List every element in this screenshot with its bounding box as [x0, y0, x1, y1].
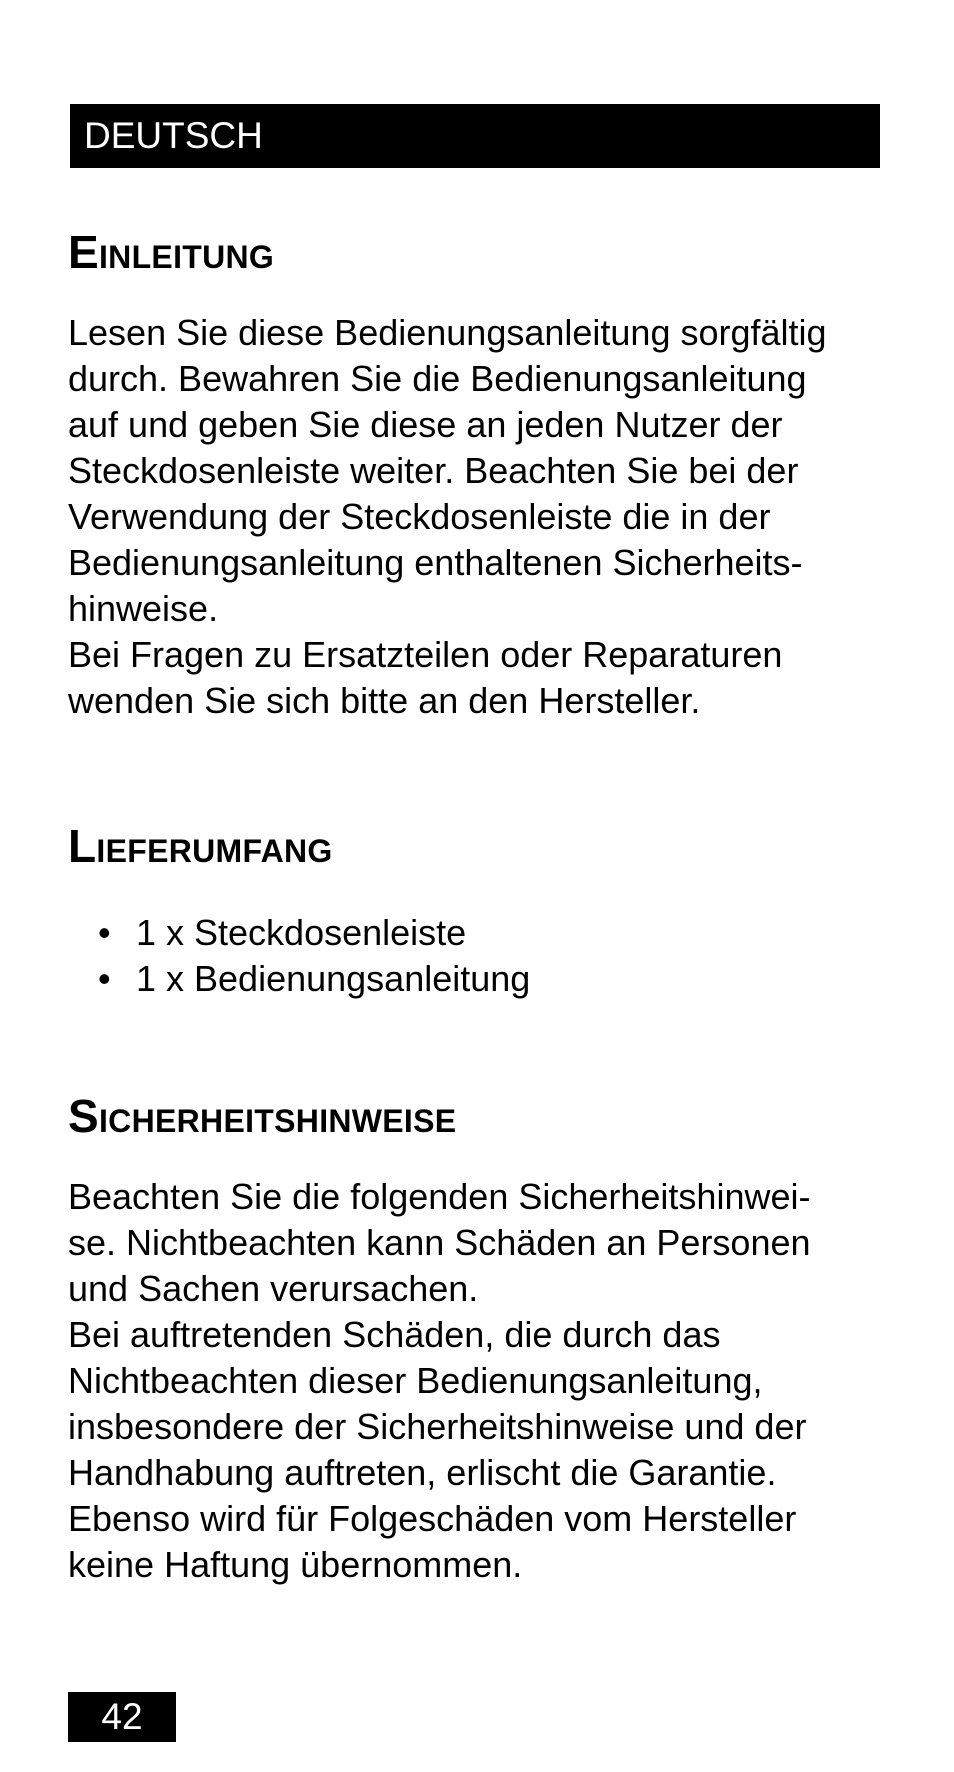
text-line: auf und geben Sie diese an jeden Nutzer der — [68, 404, 783, 445]
text-line: Bei auftretenden Schäden, die durch das — [68, 1314, 721, 1355]
bullet-icon: • — [98, 912, 111, 953]
intro-paragraph-2 — [68, 632, 898, 724]
language-label: DEUTSCH — [84, 115, 263, 156]
heading-einleitung: Einleitung — [68, 226, 275, 278]
list-item-text: 1 x Steckdosenleiste — [136, 912, 467, 953]
heading-lieferumfang: Lieferumfang — [68, 820, 333, 872]
text-line: Steckdosenleiste weiter. Beachten Sie bei der — [68, 450, 799, 491]
language-header-bar — [70, 104, 880, 168]
text-line: Lesen Sie diese Bedienungsanleitung sorgfältig — [68, 312, 827, 353]
list-item — [98, 956, 530, 1002]
text-line: Bedienungsanleitung enthaltenen Sicherheits- — [68, 542, 803, 583]
list-item — [98, 910, 530, 956]
safety-text — [68, 1174, 898, 1588]
text-line: keine Haftung übernommen. — [68, 1544, 523, 1585]
text-line: insbesondere der Sicherheitshinweise und der — [68, 1406, 807, 1447]
heading-sicherheitshinweise: Sicherheitshinweise — [68, 1090, 457, 1142]
text-line: wenden Sie sich bitte an den Hersteller. — [68, 680, 701, 721]
text-line: Ebenso wird für Folgeschäden vom Hersteller — [68, 1498, 797, 1539]
text-line: Nichtbeachten dieser Bedienungsanleitung, — [68, 1360, 763, 1401]
text-line: Verwendung der Steckdosenleiste die in der — [68, 496, 771, 537]
text-line: Handhabung auftreten, erlischt die Garantie. — [68, 1452, 777, 1493]
text-line: durch. Bewahren Sie die Bedienungsanleitung — [68, 358, 807, 399]
text-line: se. Nichtbeachten kann Schäden an Personen — [68, 1222, 811, 1263]
bullet-icon: • — [98, 958, 111, 999]
safety-paragraph-2 — [68, 1312, 898, 1588]
text-line: Beachten Sie die folgenden Sicherheitshinwei- — [68, 1176, 811, 1217]
page-number: 42 — [68, 1692, 176, 1742]
intro-text — [68, 310, 898, 724]
text-line: Bei Fragen zu Ersatzteilen oder Reparaturen — [68, 634, 783, 675]
text-line: hinweise. — [68, 588, 219, 629]
safety-paragraph-1 — [68, 1174, 898, 1312]
text-line: und Sachen verursachen. — [68, 1268, 479, 1309]
intro-paragraph-1 — [68, 310, 898, 632]
scope-list — [98, 910, 530, 1002]
list-item-text: 1 x Bedienungsanleitung — [136, 958, 531, 999]
